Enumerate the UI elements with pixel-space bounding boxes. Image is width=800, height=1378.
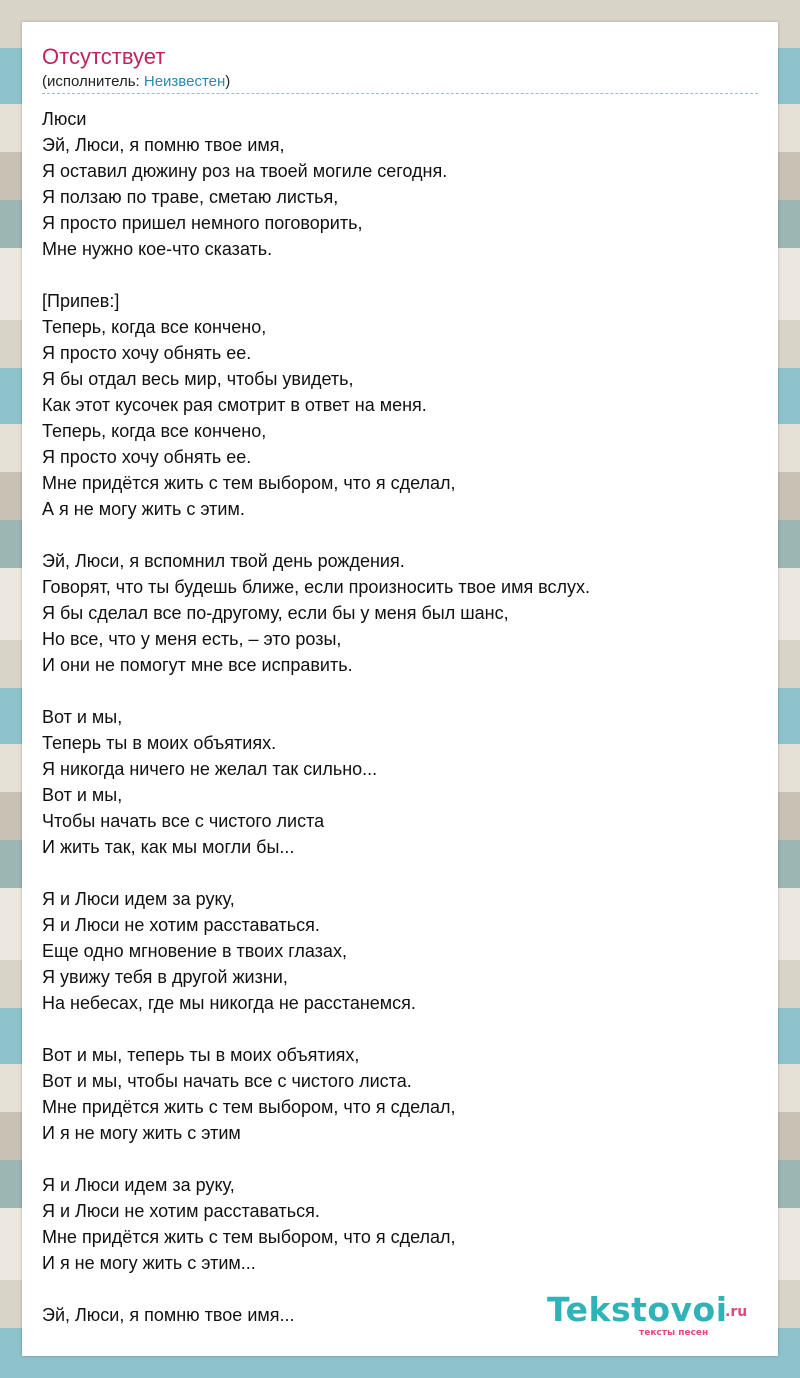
artist-suffix: )	[225, 73, 231, 90]
logo-tagline: тексты песен	[639, 1328, 709, 1338]
site-logo[interactable]	[547, 1290, 757, 1338]
logo-wordmark: Tekstovoi	[547, 1290, 728, 1329]
lyrics-card	[22, 22, 778, 1356]
logo-domain: .ru	[725, 1304, 748, 1320]
lyrics-text: Люси Эй, Люси, я помню твое имя, Я оставил дюжину роз на твоей могиле сегодня. Я ползаю по траве, сметаю листья, Я просто пришел немного поговорить, Мне нужно кое-что сказать. [Припев:] Теперь, когда все кончено, Я просто хочу обнять ее. Я бы отдал весь мир, чтобы увидеть, Как этот кусочек рая смотрит в ответ на меня. Теперь, когда все кончено, Я просто хочу обнять ее. Мне придётся жить с тем выбором, что я сделал, А я не могу жить с этим. Эй, Люси, я вспомнил твой день рождения. Говорят, что ты будешь ближе, если произносить твое имя вслух. Я бы сделал все по-другому, если бы у меня был шанс, Но все, что у меня есть, – это розы, И они не помогут мне все исправить. Вот и мы, Теперь ты в моих объятиях. Я никогда ничего не желал так сильно... Вот и мы, Чтобы начать все с чистого листа И жить так, как мы могли бы... Я и Люси идем за руку, Я и Люси не хотим расставаться. Еще одно мгновение в твоих глазах, Я увижу тебя в другой жизни, На небесах, где мы никогда не расстанемся. Вот и мы, теперь ты в моих объятиях, Вот и мы, чтобы начать все с чистого листа. Мне придётся жить с тем выбором, что я сделал, И я не могу жить с этим Я и Люси идем за руку, Я и Люси не хотим расставаться. Мне придётся жить с тем выбором, что я сделал, И я не могу жить с этим... Эй, Люси, я помню твое имя...	[42, 109, 591, 1325]
artist-line	[42, 72, 758, 94]
song-title: Отсутствует	[42, 44, 166, 69]
artist-prefix: (исполнитель:	[42, 73, 144, 90]
artist-link[interactable]: Неизвестен	[143, 73, 226, 90]
